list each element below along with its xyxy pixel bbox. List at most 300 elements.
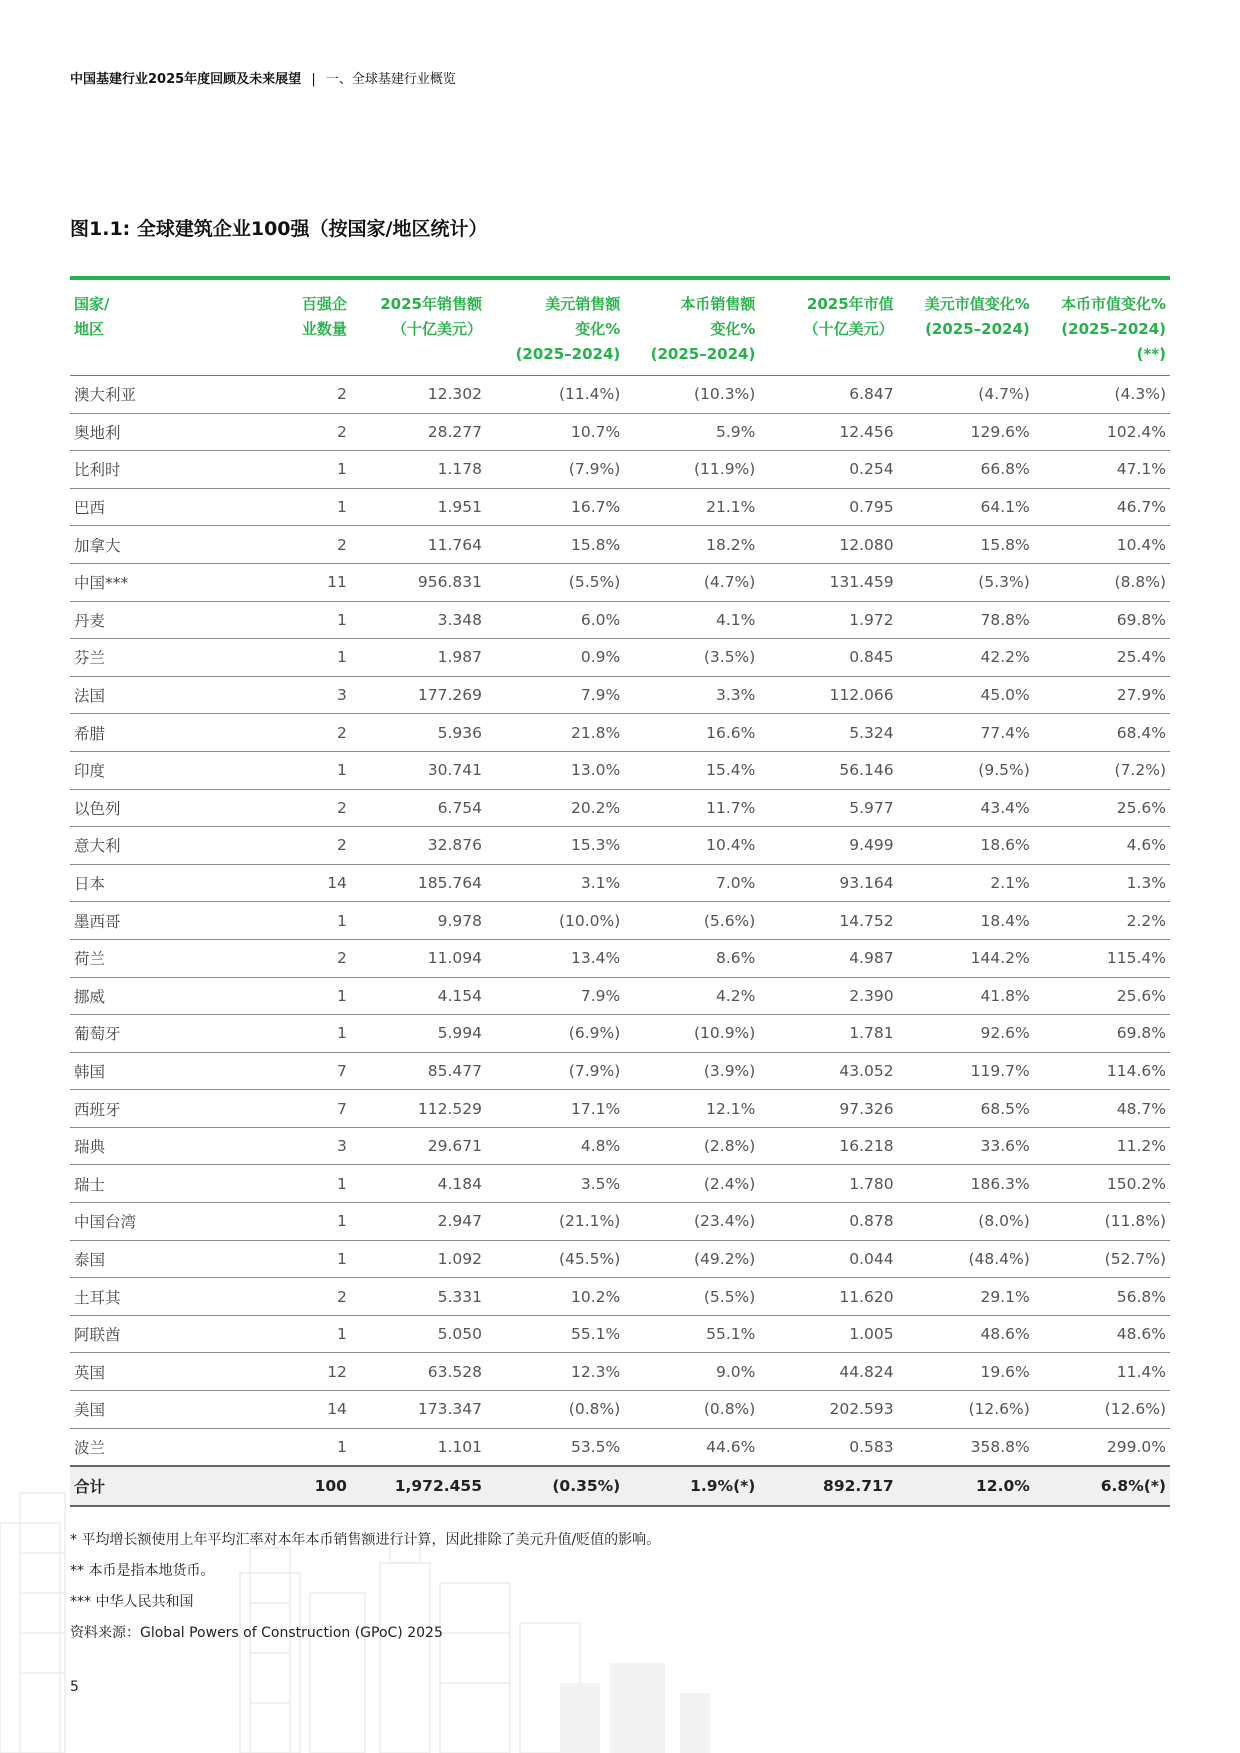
table-row: [70, 1127, 1170, 1165]
column-header: [486, 278, 624, 376]
value-cell: 68.4%: [1034, 714, 1170, 752]
value-cell: 112.066: [759, 676, 897, 714]
value-cell: 29.1%: [898, 1278, 1034, 1316]
value-cell: 7: [243, 1052, 351, 1090]
value-cell: (11.8%): [1034, 1203, 1170, 1241]
value-cell: (6.9%): [486, 1015, 624, 1053]
value-cell: 1.781: [759, 1015, 897, 1053]
country-cell: 墨西哥: [70, 902, 243, 940]
value-cell: 2: [243, 526, 351, 564]
table-row: [70, 563, 1170, 601]
value-cell: 12.3%: [486, 1353, 624, 1391]
running-header: [70, 68, 456, 87]
column-header-line: 2025年市值: [806, 295, 894, 313]
value-cell: 4.987: [759, 939, 897, 977]
value-cell: 3.3%: [624, 676, 759, 714]
value-cell: 11.4%: [1034, 1353, 1170, 1391]
total-label: 合计: [70, 1466, 243, 1506]
value-cell: 11: [243, 563, 351, 601]
value-cell: (10.9%): [624, 1015, 759, 1053]
value-cell: 14: [243, 864, 351, 902]
table-body: [70, 376, 1170, 1507]
value-cell: 29.671: [351, 1127, 486, 1165]
data-table: [70, 276, 1170, 1507]
table-row: [70, 827, 1170, 865]
country-cell: 法国: [70, 676, 243, 714]
value-cell: 4.2%: [624, 977, 759, 1015]
country-cell: 韩国: [70, 1052, 243, 1090]
value-cell: 45.0%: [898, 676, 1034, 714]
value-cell: 5.331: [351, 1278, 486, 1316]
country-cell: 荷兰: [70, 939, 243, 977]
value-cell: 15.8%: [486, 526, 624, 564]
column-header-line: (2025–2024): [1061, 320, 1166, 338]
column-header-line: (2025–2024): [650, 345, 756, 363]
value-cell: 131.459: [759, 563, 897, 601]
total-value: 1.9%(*): [624, 1466, 759, 1506]
column-header-line: 美元市值变化%: [924, 295, 1030, 313]
column-header: [243, 278, 351, 376]
value-cell: 18.4%: [898, 902, 1034, 940]
value-cell: 10.4%: [624, 827, 759, 865]
header-separator: |: [311, 72, 316, 87]
value-cell: 69.8%: [1034, 1015, 1170, 1053]
value-cell: 956.831: [351, 563, 486, 601]
value-cell: 2.2%: [1034, 902, 1170, 940]
value-cell: 4.154: [351, 977, 486, 1015]
value-cell: 55.1%: [486, 1315, 624, 1353]
section-title: 一、全球基建行业概览: [325, 72, 456, 87]
value-cell: 0.583: [759, 1428, 897, 1466]
value-cell: 43.4%: [898, 789, 1034, 827]
value-cell: (0.8%): [486, 1391, 624, 1429]
table-row: [70, 1052, 1170, 1090]
value-cell: 53.5%: [486, 1428, 624, 1466]
country-cell: 芬兰: [70, 639, 243, 677]
value-cell: 10.4%: [1034, 526, 1170, 564]
value-cell: 119.7%: [898, 1052, 1034, 1090]
value-cell: 55.1%: [624, 1315, 759, 1353]
value-cell: 1.987: [351, 639, 486, 677]
value-cell: 2: [243, 413, 351, 451]
value-cell: 102.4%: [1034, 413, 1170, 451]
value-cell: 78.8%: [898, 601, 1034, 639]
country-cell: 以色列: [70, 789, 243, 827]
value-cell: 1.092: [351, 1240, 486, 1278]
value-cell: 6.0%: [486, 601, 624, 639]
value-cell: 0.795: [759, 488, 897, 526]
country-cell: 比利时: [70, 451, 243, 489]
value-cell: (8.8%): [1034, 563, 1170, 601]
country-cell: 日本: [70, 864, 243, 902]
column-header: [624, 278, 759, 376]
value-cell: 2: [243, 1278, 351, 1316]
table-row: [70, 789, 1170, 827]
table-row: [70, 1278, 1170, 1316]
value-cell: 299.0%: [1034, 1428, 1170, 1466]
value-cell: 12.1%: [624, 1090, 759, 1128]
value-cell: 18.6%: [898, 827, 1034, 865]
footnotes: [70, 1525, 660, 1649]
country-cell: 希腊: [70, 714, 243, 752]
value-cell: 43.052: [759, 1052, 897, 1090]
table-row: [70, 714, 1170, 752]
value-cell: 4.184: [351, 1165, 486, 1203]
value-cell: 18.2%: [624, 526, 759, 564]
country-cell: 中国台湾: [70, 1203, 243, 1241]
value-cell: 25.4%: [1034, 639, 1170, 677]
table-row: [70, 864, 1170, 902]
value-cell: 2: [243, 939, 351, 977]
column-header-line: 业数量: [301, 320, 347, 338]
value-cell: 173.347: [351, 1391, 486, 1429]
value-cell: 1: [243, 977, 351, 1015]
value-cell: 56.8%: [1034, 1278, 1170, 1316]
value-cell: 10.2%: [486, 1278, 624, 1316]
value-cell: 4.6%: [1034, 827, 1170, 865]
value-cell: 14: [243, 1391, 351, 1429]
value-cell: 1: [243, 488, 351, 526]
value-cell: 3.5%: [486, 1165, 624, 1203]
value-cell: 15.3%: [486, 827, 624, 865]
value-cell: (10.0%): [486, 902, 624, 940]
footnote: ** 本币是指本地货币。: [70, 1563, 215, 1579]
value-cell: 92.6%: [898, 1015, 1034, 1053]
value-cell: 28.277: [351, 413, 486, 451]
value-cell: 14.752: [759, 902, 897, 940]
value-cell: 1.780: [759, 1165, 897, 1203]
value-cell: 11.764: [351, 526, 486, 564]
country-cell: 泰国: [70, 1240, 243, 1278]
table-row: [70, 1015, 1170, 1053]
total-value: 12.0%: [898, 1466, 1034, 1506]
country-cell: 美国: [70, 1391, 243, 1429]
value-cell: 4.8%: [486, 1127, 624, 1165]
value-cell: (12.6%): [1034, 1391, 1170, 1429]
value-cell: 85.477: [351, 1052, 486, 1090]
column-header-line: 本币销售额: [680, 295, 756, 313]
country-cell: 丹麦: [70, 601, 243, 639]
value-cell: 1: [243, 1428, 351, 1466]
value-cell: 32.876: [351, 827, 486, 865]
value-cell: 12: [243, 1353, 351, 1391]
table-row: [70, 1315, 1170, 1353]
value-cell: 11.2%: [1034, 1127, 1170, 1165]
column-header-line: （十亿美元）: [391, 320, 482, 338]
table-row: [70, 902, 1170, 940]
value-cell: 33.6%: [898, 1127, 1034, 1165]
value-cell: 16.218: [759, 1127, 897, 1165]
value-cell: 114.6%: [1034, 1052, 1170, 1090]
value-cell: 15.8%: [898, 526, 1034, 564]
value-cell: 69.8%: [1034, 601, 1170, 639]
value-cell: (48.4%): [898, 1240, 1034, 1278]
column-header-line: 美元销售额: [545, 295, 621, 313]
column-header-line: 百强企: [301, 295, 347, 313]
value-cell: 8.6%: [624, 939, 759, 977]
value-cell: 9.499: [759, 827, 897, 865]
page-number: 5: [70, 1679, 79, 1695]
value-cell: 13.0%: [486, 751, 624, 789]
table-row: [70, 1203, 1170, 1241]
table-row: [70, 488, 1170, 526]
table-row: [70, 1391, 1170, 1429]
value-cell: 30.741: [351, 751, 486, 789]
value-cell: 5.994: [351, 1015, 486, 1053]
table-row: [70, 526, 1170, 564]
value-cell: 48.6%: [898, 1315, 1034, 1353]
value-cell: 5.9%: [624, 413, 759, 451]
column-header: [70, 278, 243, 376]
value-cell: (5.6%): [624, 902, 759, 940]
value-cell: 0.9%: [486, 639, 624, 677]
value-cell: 0.254: [759, 451, 897, 489]
value-cell: 25.6%: [1034, 977, 1170, 1015]
value-cell: 186.3%: [898, 1165, 1034, 1203]
column-header-line: （十亿美元）: [803, 320, 894, 338]
value-cell: 9.0%: [624, 1353, 759, 1391]
value-cell: (3.9%): [624, 1052, 759, 1090]
footnote: * 平均增长额使用上年平均汇率对本年本币销售额进行计算，因此排除了美元升值/贬值的影响。: [70, 1532, 661, 1548]
table-header-row: [70, 278, 1170, 376]
value-cell: 1.178: [351, 451, 486, 489]
table-row: [70, 451, 1170, 489]
country-cell: 意大利: [70, 827, 243, 865]
value-cell: 2: [243, 376, 351, 414]
value-cell: 27.9%: [1034, 676, 1170, 714]
report-title: 中国基建行业2025年度回顾及未来展望: [70, 72, 302, 87]
value-cell: 21.8%: [486, 714, 624, 752]
value-cell: 11.094: [351, 939, 486, 977]
value-cell: (52.7%): [1034, 1240, 1170, 1278]
country-cell: 中国***: [70, 563, 243, 601]
value-cell: (12.6%): [898, 1391, 1034, 1429]
value-cell: 41.8%: [898, 977, 1034, 1015]
value-cell: (4.3%): [1034, 376, 1170, 414]
value-cell: 129.6%: [898, 413, 1034, 451]
value-cell: 11.620: [759, 1278, 897, 1316]
value-cell: 12.080: [759, 526, 897, 564]
value-cell: 20.2%: [486, 789, 624, 827]
value-cell: 5.050: [351, 1315, 486, 1353]
table-row: [70, 413, 1170, 451]
value-cell: 56.146: [759, 751, 897, 789]
value-cell: 47.1%: [1034, 451, 1170, 489]
value-cell: 1: [243, 1203, 351, 1241]
column-header-line: (**): [1136, 345, 1166, 363]
source-note: 资料来源：Global Powers of Construction (GPoC) 2025: [70, 1625, 443, 1641]
value-cell: 0.845: [759, 639, 897, 677]
country-cell: 奥地利: [70, 413, 243, 451]
value-cell: (21.1%): [486, 1203, 624, 1241]
value-cell: 5.977: [759, 789, 897, 827]
value-cell: 7.0%: [624, 864, 759, 902]
value-cell: 3: [243, 676, 351, 714]
value-cell: 9.978: [351, 902, 486, 940]
value-cell: 3.1%: [486, 864, 624, 902]
country-cell: 波兰: [70, 1428, 243, 1466]
value-cell: 2.947: [351, 1203, 486, 1241]
column-header-line: (2025–2024): [515, 345, 621, 363]
value-cell: 1: [243, 451, 351, 489]
value-cell: (5.3%): [898, 563, 1034, 601]
column-header-line: (2025–2024): [925, 320, 1030, 338]
value-cell: 48.6%: [1034, 1315, 1170, 1353]
value-cell: 48.7%: [1034, 1090, 1170, 1128]
value-cell: 12.302: [351, 376, 486, 414]
column-header-line: 变化%: [710, 320, 756, 338]
column-header-line: 2025年销售额: [380, 295, 482, 313]
country-cell: 英国: [70, 1353, 243, 1391]
value-cell: (7.2%): [1034, 751, 1170, 789]
value-cell: 185.764: [351, 864, 486, 902]
country-cell: 阿联酋: [70, 1315, 243, 1353]
value-cell: (49.2%): [624, 1240, 759, 1278]
value-cell: 3: [243, 1127, 351, 1165]
value-cell: 17.1%: [486, 1090, 624, 1128]
value-cell: (2.8%): [624, 1127, 759, 1165]
value-cell: (8.0%): [898, 1203, 1034, 1241]
value-cell: 63.528: [351, 1353, 486, 1391]
column-header: [1034, 278, 1170, 376]
table-row: [70, 1240, 1170, 1278]
column-header: [759, 278, 897, 376]
value-cell: (9.5%): [898, 751, 1034, 789]
table-row: [70, 639, 1170, 677]
value-cell: (4.7%): [898, 376, 1034, 414]
country-cell: 瑞士: [70, 1165, 243, 1203]
value-cell: 11.7%: [624, 789, 759, 827]
country-cell: 土耳其: [70, 1278, 243, 1316]
value-cell: 6.847: [759, 376, 897, 414]
value-cell: 150.2%: [1034, 1165, 1170, 1203]
country-cell: 巴西: [70, 488, 243, 526]
value-cell: 1.951: [351, 488, 486, 526]
column-header-line: 地区: [74, 320, 105, 338]
value-cell: 2: [243, 714, 351, 752]
value-cell: 358.8%: [898, 1428, 1034, 1466]
value-cell: 6.754: [351, 789, 486, 827]
value-cell: 112.529: [351, 1090, 486, 1128]
value-cell: 46.7%: [1034, 488, 1170, 526]
value-cell: 1: [243, 639, 351, 677]
value-cell: 64.1%: [898, 488, 1034, 526]
value-cell: (45.5%): [486, 1240, 624, 1278]
value-cell: 7: [243, 1090, 351, 1128]
value-cell: 1.3%: [1034, 864, 1170, 902]
total-row: [70, 1466, 1170, 1506]
value-cell: 10.7%: [486, 413, 624, 451]
table-row: [70, 939, 1170, 977]
value-cell: 2.1%: [898, 864, 1034, 902]
value-cell: 66.8%: [898, 451, 1034, 489]
value-cell: 42.2%: [898, 639, 1034, 677]
value-cell: (23.4%): [624, 1203, 759, 1241]
table-row: [70, 1353, 1170, 1391]
value-cell: 177.269: [351, 676, 486, 714]
value-cell: 1: [243, 902, 351, 940]
value-cell: (5.5%): [624, 1278, 759, 1316]
table-row: [70, 751, 1170, 789]
value-cell: 44.824: [759, 1353, 897, 1391]
country-cell: 瑞典: [70, 1127, 243, 1165]
column-header-line: 国家/: [74, 295, 110, 313]
value-cell: 3.348: [351, 601, 486, 639]
country-cell: 印度: [70, 751, 243, 789]
value-cell: 16.6%: [624, 714, 759, 752]
value-cell: (7.9%): [486, 1052, 624, 1090]
table-row: [70, 1428, 1170, 1466]
country-cell: 澳大利亚: [70, 376, 243, 414]
value-cell: 1.005: [759, 1315, 897, 1353]
value-cell: 1: [243, 1015, 351, 1053]
total-value: (0.35%): [486, 1466, 624, 1506]
column-header-line: 变化%: [575, 320, 621, 338]
value-cell: 21.1%: [624, 488, 759, 526]
value-cell: 4.1%: [624, 601, 759, 639]
table-row: [70, 1165, 1170, 1203]
value-cell: 77.4%: [898, 714, 1034, 752]
value-cell: (4.7%): [624, 563, 759, 601]
table-row: [70, 1090, 1170, 1128]
column-header-line: 本币市值变化%: [1060, 295, 1166, 313]
country-cell: 挪威: [70, 977, 243, 1015]
value-cell: (2.4%): [624, 1165, 759, 1203]
value-cell: 1: [243, 1315, 351, 1353]
value-cell: (7.9%): [486, 451, 624, 489]
value-cell: 1: [243, 1240, 351, 1278]
value-cell: (0.8%): [624, 1391, 759, 1429]
value-cell: 5.324: [759, 714, 897, 752]
value-cell: 13.4%: [486, 939, 624, 977]
value-cell: 25.6%: [1034, 789, 1170, 827]
table-row: [70, 376, 1170, 414]
value-cell: 68.5%: [898, 1090, 1034, 1128]
country-cell: 葡萄牙: [70, 1015, 243, 1053]
value-cell: 7.9%: [486, 676, 624, 714]
value-cell: 97.326: [759, 1090, 897, 1128]
value-cell: (3.5%): [624, 639, 759, 677]
footnote: *** 中华人民共和国: [70, 1594, 194, 1610]
value-cell: 2: [243, 789, 351, 827]
value-cell: 1.101: [351, 1428, 486, 1466]
value-cell: 5.936: [351, 714, 486, 752]
value-cell: (11.9%): [624, 451, 759, 489]
country-cell: 西班牙: [70, 1090, 243, 1128]
value-cell: 44.6%: [624, 1428, 759, 1466]
value-cell: 2.390: [759, 977, 897, 1015]
value-cell: 115.4%: [1034, 939, 1170, 977]
value-cell: 202.593: [759, 1391, 897, 1429]
table-row: [70, 977, 1170, 1015]
table-row: [70, 601, 1170, 639]
total-value: 6.8%(*): [1034, 1466, 1170, 1506]
value-cell: 2: [243, 827, 351, 865]
column-header: [898, 278, 1034, 376]
table-row: [70, 676, 1170, 714]
value-cell: (5.5%): [486, 563, 624, 601]
total-value: 100: [243, 1466, 351, 1506]
value-cell: 19.6%: [898, 1353, 1034, 1391]
value-cell: 1: [243, 751, 351, 789]
value-cell: 93.164: [759, 864, 897, 902]
value-cell: 0.044: [759, 1240, 897, 1278]
value-cell: 1.972: [759, 601, 897, 639]
value-cell: 1: [243, 601, 351, 639]
value-cell: 1: [243, 1165, 351, 1203]
value-cell: (11.4%): [486, 376, 624, 414]
total-value: 1,972.455: [351, 1466, 486, 1506]
